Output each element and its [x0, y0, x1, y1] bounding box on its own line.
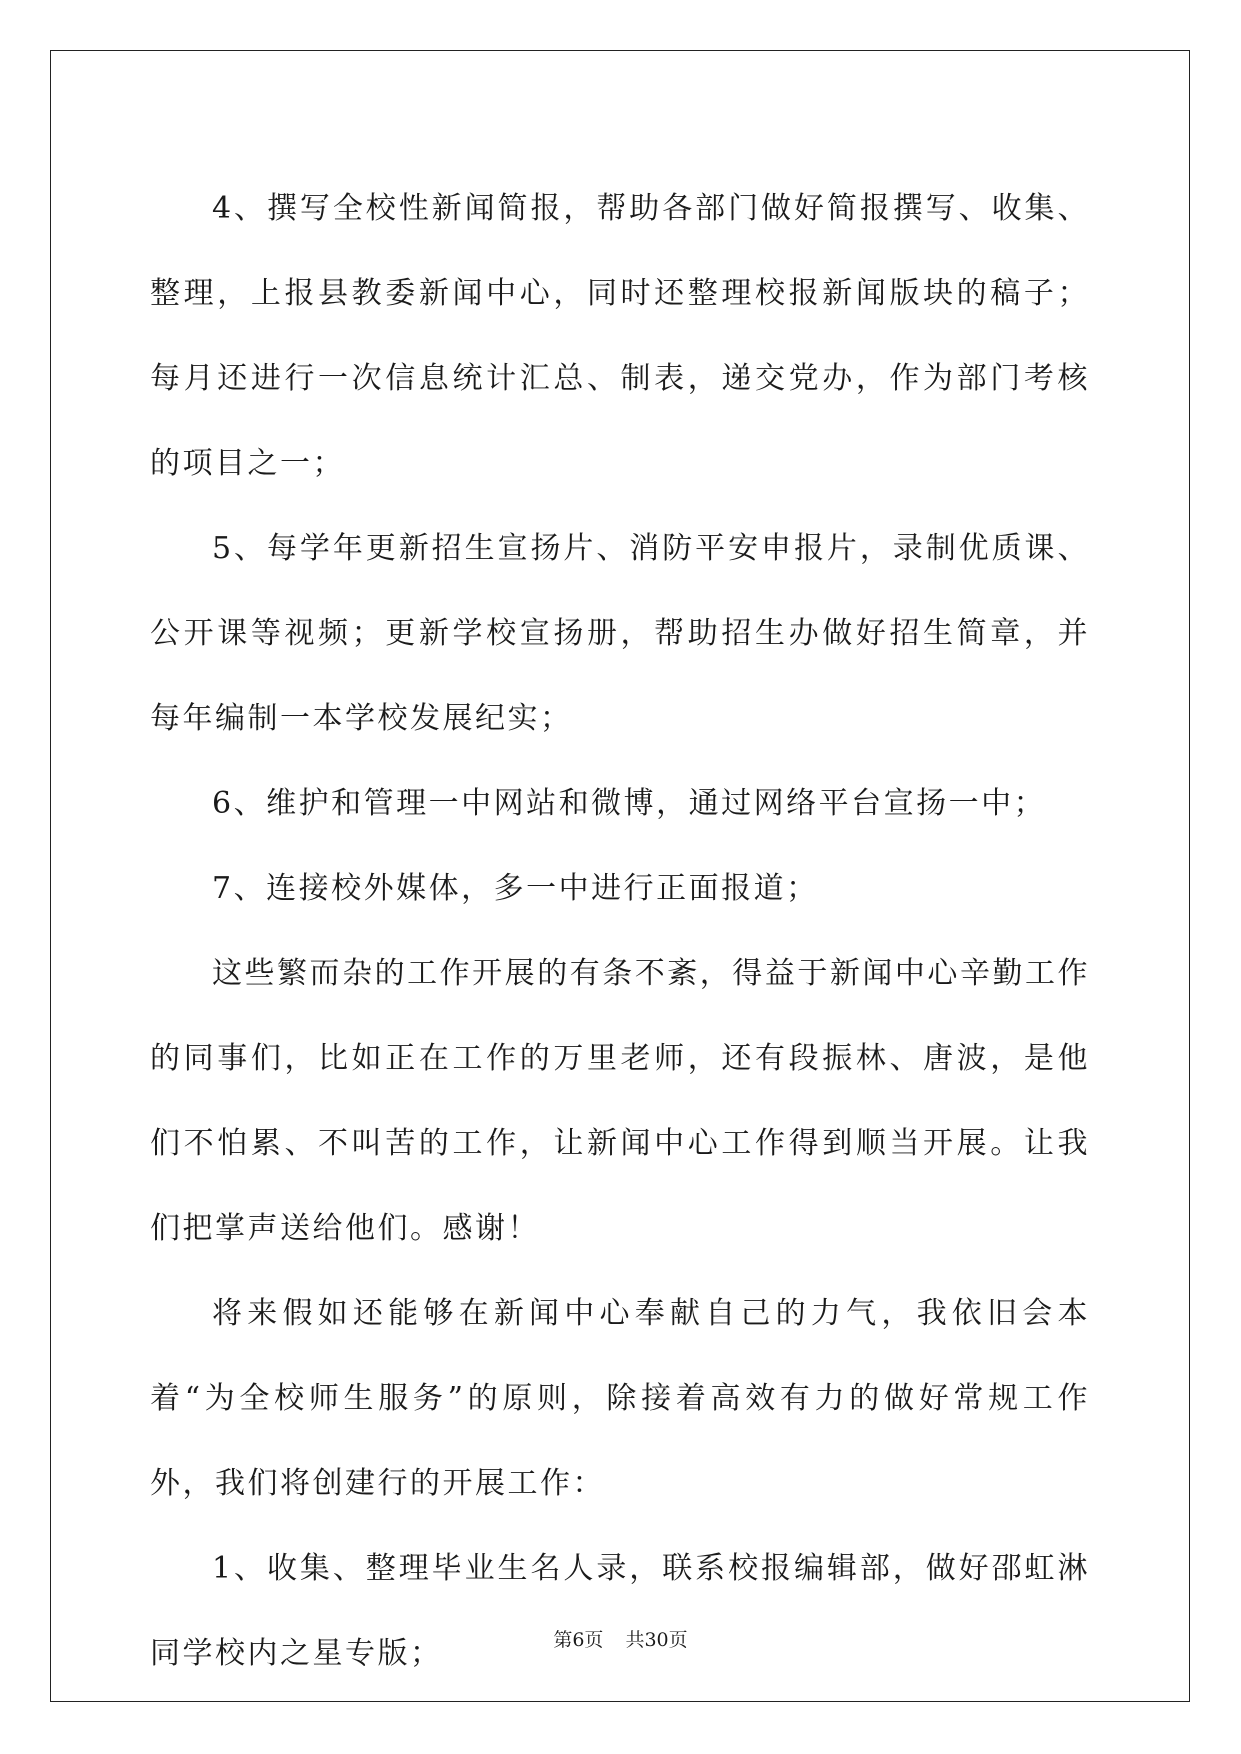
document-body	[150, 166, 1090, 1696]
paragraph-item-6: 6、维护和管理一中网站和微博，通过网络平台宣扬一中；	[212, 786, 1047, 821]
paragraph-item-5: 5、每学年更新招生宣扬片、消防平安申报片，录制优质课、公开课等视频；更新学校宣扬册，帮助招生办做好招生简章，并每年编制一本学校发展纪实；	[150, 531, 1090, 736]
page-number-total: 共30页	[625, 1629, 688, 1651]
paragraph-future-plan: 将来假如还能够在新闻中心奉献自己的力气，我依旧会本着“为全校师生服务”的原则，除接着高效有力的做好常规工作外，我们将创建行的开展工作：	[150, 1296, 1090, 1501]
paragraph-plan-item-1: 1、收集、整理毕业生名人录，联系校报编辑部，做好邵虹淋同学校内之星专版；	[150, 1551, 1090, 1671]
page-number-current: 第6页	[553, 1629, 604, 1651]
page-footer	[0, 1625, 1241, 1652]
paragraph-item-4: 4、撰写全校性新闻简报，帮助各部门做好简报撰写、收集、整理，上报县教委新闻中心，同时还整理校报新闻版块的稿子；每月还进行一次信息统计汇总、制表，递交党办，作为部门考核的项目之一；	[150, 191, 1090, 481]
paragraph-thanks: 这些繁而杂的工作开展的有条不紊，得益于新闻中心辛勤工作的同事们，比如正在工作的万里老师，还有段振林、唐波，是他们不怕累、不叫苦的工作，让新闻中心工作得到顺当开展。让我们把掌声送给他们。感谢！	[150, 956, 1090, 1246]
paragraph-item-7: 7、连接校外媒体，多一中进行正面报道；	[212, 871, 819, 906]
